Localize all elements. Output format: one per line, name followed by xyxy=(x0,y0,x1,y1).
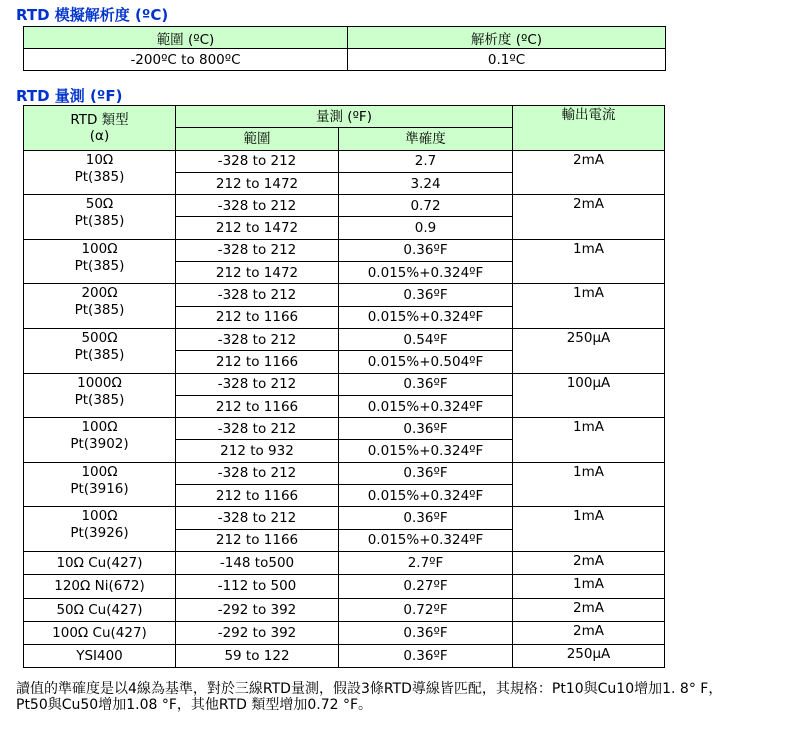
rtd-type-line2: Pt(3902) xyxy=(70,436,129,453)
rtd-type-line1: 100Ω xyxy=(81,463,118,480)
accuracy-cell: 0.36ºF xyxy=(339,373,513,395)
rtd-type-line1: 50Ω xyxy=(85,196,114,213)
accuracy-cell: 0.54ºF xyxy=(339,328,513,350)
accuracy-cell: 2.7ºF xyxy=(339,551,513,574)
output-current-cell: 100μA xyxy=(513,373,665,418)
output-current-cell: 250μA xyxy=(513,645,665,668)
footnote-line-2: Pt50與Cu50增加1.08 °F，其他RTD 類型增加0.72 °F。 xyxy=(16,697,373,713)
range-cell: 212 to 1166 xyxy=(176,351,339,373)
output-current-cell: 2mA xyxy=(513,150,665,195)
range-cell: 212 to 1166 xyxy=(176,306,339,328)
rtd-type-line2: Pt(385) xyxy=(74,346,125,363)
accuracy-cell: 0.015%+0.324ºF xyxy=(339,395,513,417)
accuracy-cell: 0.72 xyxy=(339,195,513,217)
rtd-type-header-line1: RTD 類型 xyxy=(70,111,129,128)
range-cell: 212 to 1166 xyxy=(176,395,339,417)
table-row xyxy=(24,598,665,621)
rtd-type-line1: 100Ω xyxy=(81,240,118,257)
rtd-type-cell: YSI400 xyxy=(24,645,176,668)
range-cell: 212 to 1472 xyxy=(176,172,339,194)
range-cell: 59 to 122 xyxy=(176,645,339,668)
output-current-header: 輸出電流 xyxy=(513,106,665,151)
rtd-type-cell xyxy=(24,328,176,373)
range-cell: -328 to 212 xyxy=(176,239,339,261)
rtd-type-line2: Pt(385) xyxy=(74,257,125,274)
accuracy-cell: 0.36ºF xyxy=(339,462,513,484)
output-current-cell: 2mA xyxy=(513,598,665,621)
range-cell: -148 to500 xyxy=(176,551,339,574)
rtd-type-line1: 1000Ω xyxy=(77,374,122,391)
measurement-section-title: RTD 量測 (ºF) xyxy=(16,87,123,105)
accuracy-cell: 0.015%+0.324ºF xyxy=(339,262,513,284)
accuracy-cell: 0.015%+0.324ºF xyxy=(339,306,513,328)
table-row xyxy=(24,284,665,306)
rtd-type-cell xyxy=(24,284,176,329)
output-current-cell: 250μA xyxy=(513,328,665,373)
measure-header: 量測 (ºF) xyxy=(176,106,513,128)
table-row xyxy=(24,49,666,71)
rtd-type-header xyxy=(24,106,176,151)
rtd-type-line1: 500Ω xyxy=(81,329,118,346)
rtd-type-header-line2: (α) xyxy=(89,127,110,144)
range-cell: -328 to 212 xyxy=(176,462,339,484)
table-row xyxy=(24,462,665,484)
table-row xyxy=(24,507,665,529)
accuracy-cell: 0.27ºF xyxy=(339,575,513,598)
rtd-type-cell xyxy=(24,150,176,195)
output-current-cell: 1mA xyxy=(513,507,665,552)
range-cell: -328 to 212 xyxy=(176,328,339,350)
range-cell: -292 to 392 xyxy=(176,598,339,621)
accuracy-cell: 2.7 xyxy=(339,150,513,172)
table-row xyxy=(24,551,665,574)
range-cell: -328 to 212 xyxy=(176,150,339,172)
resolution-cell: 0.1ºC xyxy=(348,49,666,71)
range-cell: -112 to 500 xyxy=(176,575,339,598)
rtd-type-line2: Pt(385) xyxy=(74,213,125,230)
output-current-cell: 1mA xyxy=(513,462,665,507)
range-cell: 212 to 1166 xyxy=(176,485,339,507)
accuracy-header: 準確度 xyxy=(339,128,513,150)
table-header-row xyxy=(24,106,665,128)
range-cell: 212 to 1472 xyxy=(176,262,339,284)
rtd-type-line1: 100Ω xyxy=(81,508,118,525)
rtd-type-cell: 100Ω Cu(427) xyxy=(24,621,176,644)
range-header: 範圍 (ºC) xyxy=(24,27,348,49)
accuracy-cell: 0.015%+0.324ºF xyxy=(339,440,513,462)
table-row xyxy=(24,150,665,172)
table-row xyxy=(24,373,665,395)
rtd-type-cell xyxy=(24,195,176,240)
table-row xyxy=(24,195,665,217)
range-cell: -328 to 212 xyxy=(176,195,339,217)
rtd-type-line1: 100Ω xyxy=(81,419,118,436)
range-cell: -200ºC to 800ºC xyxy=(24,49,348,71)
range-cell: 212 to 1166 xyxy=(176,529,339,551)
table-row xyxy=(24,621,665,644)
accuracy-cell: 0.72ºF xyxy=(339,598,513,621)
output-current-cell: 1mA xyxy=(513,418,665,463)
range-cell: 212 to 932 xyxy=(176,440,339,462)
accuracy-cell: 0.36ºF xyxy=(339,507,513,529)
range-cell: -292 to 392 xyxy=(176,621,339,644)
footnote-line-1: 讀值的準確度是以4線為基準，對於三線RTD量測，假設3條RTD導線皆匹配，其規格：Pt10與Cu10增加1. 8° F， xyxy=(16,681,723,697)
accuracy-cell: 0.36ºF xyxy=(339,284,513,306)
accuracy-cell: 0.9 xyxy=(339,217,513,239)
rtd-type-cell xyxy=(24,507,176,552)
rtd-type-line2: Pt(3916) xyxy=(70,480,129,497)
table-row xyxy=(24,575,665,598)
accuracy-cell: 0.015%+0.504ºF xyxy=(339,351,513,373)
rtd-type-line2: Pt(3926) xyxy=(70,525,129,542)
rtd-type-cell xyxy=(24,462,176,507)
table-row xyxy=(24,239,665,261)
output-current-cell: 2mA xyxy=(513,551,665,574)
table-row xyxy=(24,328,665,350)
table-row xyxy=(24,418,665,440)
rtd-type-line1: 10Ω xyxy=(85,151,114,168)
range-cell: -328 to 212 xyxy=(176,284,339,306)
accuracy-cell: 0.36ºF xyxy=(339,239,513,261)
table-header-row xyxy=(24,27,666,49)
rtd-type-line1: 200Ω xyxy=(81,285,118,302)
rtd-type-line2: Pt(385) xyxy=(74,391,125,408)
output-current-cell: 1mA xyxy=(513,239,665,284)
accuracy-cell: 0.015%+0.324ºF xyxy=(339,485,513,507)
accuracy-cell: 3.24 xyxy=(339,172,513,194)
resolution-header: 解析度 (ºC) xyxy=(348,27,666,49)
accuracy-cell: 0.36ºF xyxy=(339,621,513,644)
output-current-cell: 1mA xyxy=(513,575,665,598)
rtd-type-cell xyxy=(24,418,176,463)
accuracy-cell: 0.015%+0.324ºF xyxy=(339,529,513,551)
rtd-type-line2: Pt(385) xyxy=(74,302,125,319)
range-cell: -328 to 212 xyxy=(176,507,339,529)
output-current-cell: 1mA xyxy=(513,284,665,329)
rtd-type-cell xyxy=(24,373,176,418)
accuracy-cell: 0.36ºF xyxy=(339,645,513,668)
accuracy-cell: 0.36ºF xyxy=(339,418,513,440)
range-cell: 212 to 1472 xyxy=(176,217,339,239)
rtd-type-cell: 10Ω Cu(427) xyxy=(24,551,176,574)
output-current-cell: 2mA xyxy=(513,195,665,240)
resolution-table xyxy=(23,26,666,71)
range-header: 範圍 xyxy=(176,128,339,150)
range-cell: -328 to 212 xyxy=(176,418,339,440)
output-current-cell: 2mA xyxy=(513,621,665,644)
rtd-type-cell xyxy=(24,239,176,284)
measurement-table xyxy=(23,105,665,668)
rtd-type-cell: 50Ω Cu(427) xyxy=(24,598,176,621)
resolution-section-title: RTD 模擬解析度 (ºC) xyxy=(16,6,169,24)
footnote xyxy=(16,681,806,713)
range-cell: -328 to 212 xyxy=(176,373,339,395)
rtd-type-line2: Pt(385) xyxy=(74,168,125,185)
rtd-type-cell: 120Ω Ni(672) xyxy=(24,575,176,598)
table-row xyxy=(24,645,665,668)
